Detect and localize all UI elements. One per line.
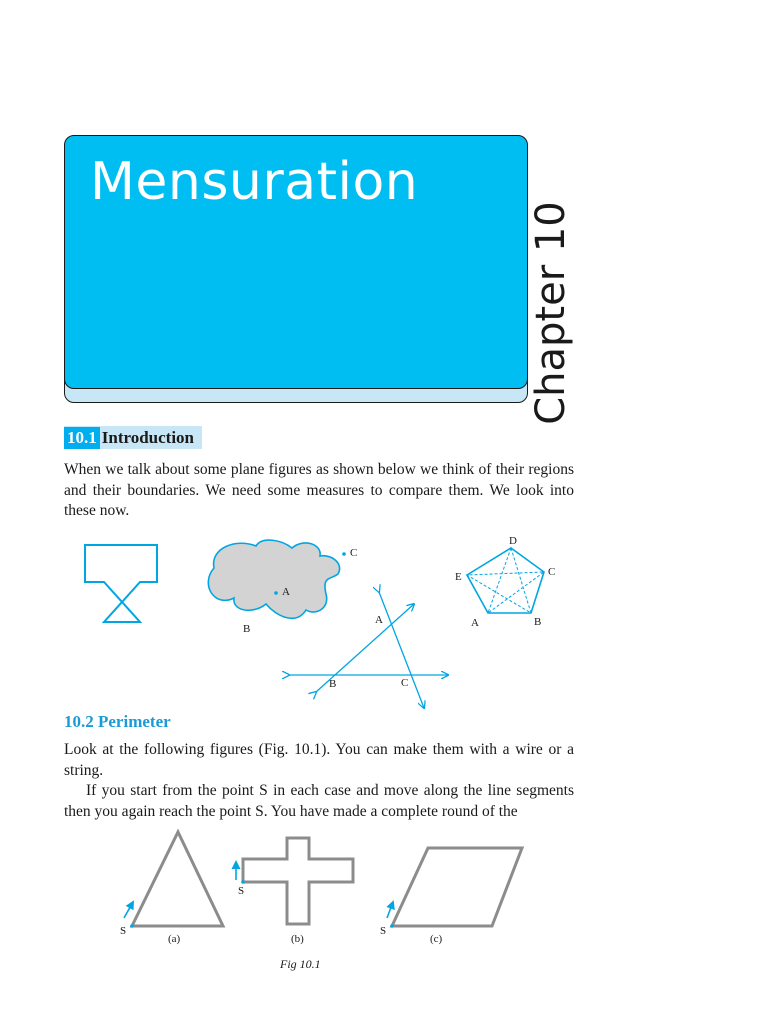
start-point-label: S <box>120 925 127 937</box>
perimeter-paragraph <box>64 740 574 822</box>
section-heading-perimeter: 10.2 Perimeter <box>64 712 171 731</box>
blob-point-label: B <box>243 623 251 635</box>
line-point-label: B <box>329 678 337 690</box>
figure-caption: Fig 10.1 <box>280 957 321 971</box>
section-title: Introduction <box>101 427 195 447</box>
perimeter-line-2: If you start from the point S in each case and move along the line segments then you again reach the point S. You have made a complete round of the <box>64 782 574 820</box>
line-point-label: A <box>375 614 383 626</box>
triangle-figure <box>120 832 223 945</box>
hourglass-figure <box>85 545 157 622</box>
pentagon-vertex-label: B <box>534 616 542 628</box>
figure-sublabel: (b) <box>291 933 304 945</box>
irregular-region-figure <box>208 540 357 635</box>
perimeter-line-1: Look at the following figures (Fig. 10.1). You can make them with a wire or a string. <box>64 741 574 779</box>
intro-paragraph: When we talk about some plane figures as shown below we think of their regions and their boundaries. We need some measures to compare them. We look into these now. <box>64 461 574 519</box>
figure-sublabel: (c) <box>430 933 443 945</box>
line-point-label: C <box>401 677 409 689</box>
chapter-number-tag: Chapter 10 <box>528 201 574 425</box>
pentagon-vertex-label: E <box>455 571 462 583</box>
chapter-title: Mensuration <box>90 152 419 212</box>
blob-point-label: A <box>282 586 290 598</box>
parallelogram-figure <box>380 848 522 945</box>
start-point-label: S <box>380 925 387 937</box>
figure-sublabel: (a) <box>168 933 181 945</box>
cross-figure <box>236 838 353 945</box>
pentagon-vertex-label: C <box>548 566 556 578</box>
start-point-label: S <box>238 885 245 897</box>
pentagon-figure <box>455 535 555 629</box>
pentagon-vertex-label: A <box>471 617 479 629</box>
section-number: 10.1 <box>64 427 100 449</box>
pentagon-vertex-label: D <box>509 535 517 547</box>
blob-point-label: C <box>350 547 358 559</box>
